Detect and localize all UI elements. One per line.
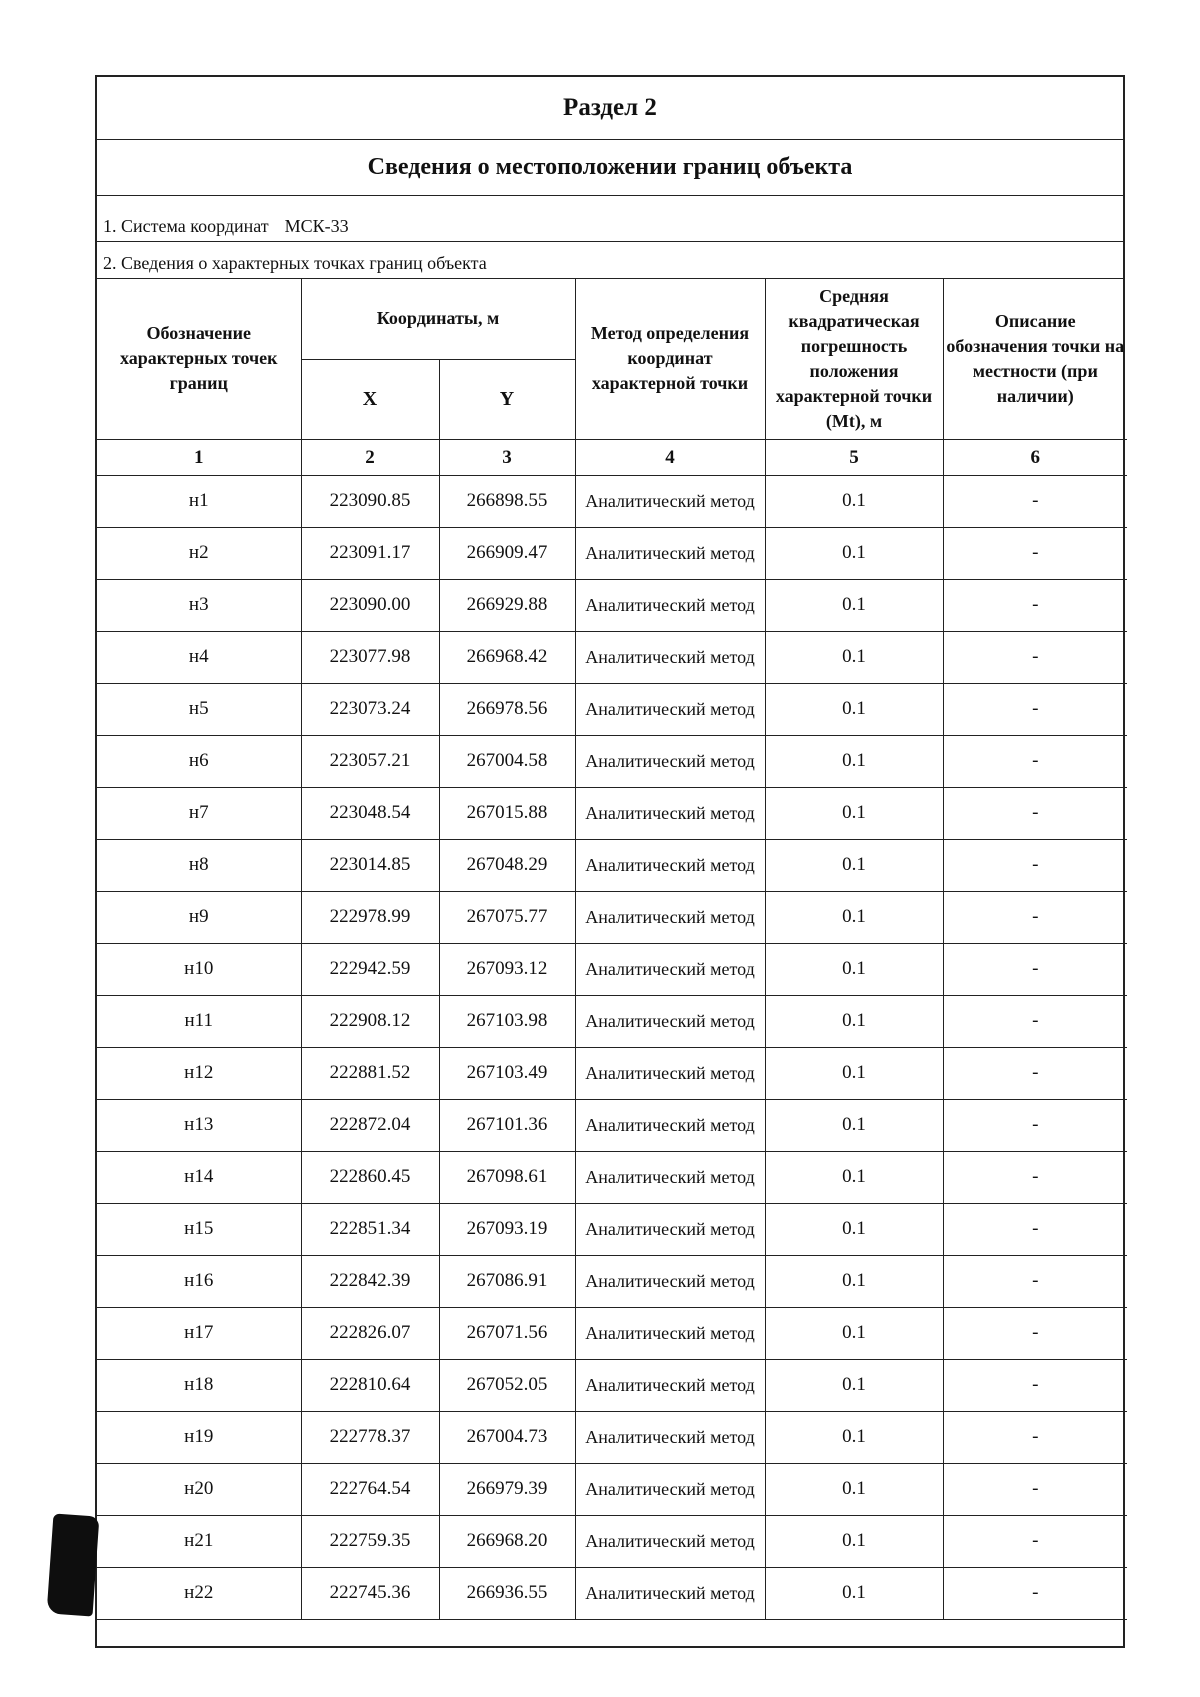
table-row <box>97 527 1127 579</box>
mt-error-cell: 0.1 <box>765 943 943 995</box>
column-numbers-row <box>97 439 1127 475</box>
y-coordinate-cell: 267004.73 <box>439 1411 575 1463</box>
y-coordinate-cell: 267048.29 <box>439 839 575 891</box>
table-row <box>97 1515 1127 1567</box>
mt-error-cell: 0.1 <box>765 1099 943 1151</box>
mt-error-cell: 0.1 <box>765 735 943 787</box>
column-number: 4 <box>575 439 765 475</box>
mt-error-cell: 0.1 <box>765 1515 943 1567</box>
point-name-cell: н3 <box>97 579 301 631</box>
mt-error-cell: 0.1 <box>765 1307 943 1359</box>
description-cell: - <box>943 631 1127 683</box>
header-error: Средняя квадратическая погрешность положения характерной точки (Mt), м <box>765 279 943 439</box>
x-coordinate-cell: 222881.52 <box>301 1047 439 1099</box>
table-row <box>97 891 1127 943</box>
mt-error-cell: 0.1 <box>765 1255 943 1307</box>
table-body <box>97 475 1127 1619</box>
description-cell: - <box>943 683 1127 735</box>
point-name-cell: н1 <box>97 475 301 527</box>
method-cell: Аналитический метод <box>575 1463 765 1515</box>
method-cell: Аналитический метод <box>575 1151 765 1203</box>
method-cell: Аналитический метод <box>575 1255 765 1307</box>
table-row <box>97 579 1127 631</box>
x-coordinate-cell: 222764.54 <box>301 1463 439 1515</box>
mt-error-cell: 0.1 <box>765 579 943 631</box>
description-cell: - <box>943 787 1127 839</box>
y-coordinate-cell: 267086.91 <box>439 1255 575 1307</box>
y-coordinate-cell: 266936.55 <box>439 1567 575 1619</box>
method-cell: Аналитический метод <box>575 787 765 839</box>
point-name-cell: н5 <box>97 683 301 735</box>
table-row <box>97 1307 1127 1359</box>
description-cell: - <box>943 1255 1127 1307</box>
mt-error-cell: 0.1 <box>765 475 943 527</box>
method-cell: Аналитический метод <box>575 995 765 1047</box>
x-coordinate-cell: 223090.00 <box>301 579 439 631</box>
y-coordinate-cell: 267052.05 <box>439 1359 575 1411</box>
method-cell: Аналитический метод <box>575 631 765 683</box>
description-cell: - <box>943 943 1127 995</box>
mt-error-cell: 0.1 <box>765 891 943 943</box>
y-coordinate-cell: 266978.56 <box>439 683 575 735</box>
description-cell: - <box>943 1411 1127 1463</box>
x-coordinate-cell: 223077.98 <box>301 631 439 683</box>
mt-error-cell: 0.1 <box>765 683 943 735</box>
header-method: Метод определения координат характерной точки <box>575 279 765 439</box>
coordinate-system-value: МСК-33 <box>284 216 349 236</box>
x-coordinate-cell: 222942.59 <box>301 943 439 995</box>
header-coordinates: Координаты, м <box>301 279 575 359</box>
x-coordinate-cell: 222810.64 <box>301 1359 439 1411</box>
description-cell: - <box>943 1567 1127 1619</box>
method-cell: Аналитический метод <box>575 475 765 527</box>
point-name-cell: н17 <box>97 1307 301 1359</box>
point-name-cell: н12 <box>97 1047 301 1099</box>
y-coordinate-cell: 267101.36 <box>439 1099 575 1151</box>
table-row <box>97 943 1127 995</box>
method-cell: Аналитический метод <box>575 1567 765 1619</box>
x-coordinate-cell: 223091.17 <box>301 527 439 579</box>
y-coordinate-cell: 266979.39 <box>439 1463 575 1515</box>
table-header <box>97 279 1127 475</box>
point-name-cell: н8 <box>97 839 301 891</box>
table-bottom-spacer <box>97 1620 1123 1646</box>
table-row <box>97 1203 1127 1255</box>
table-row <box>97 683 1127 735</box>
x-coordinate-cell: 222759.35 <box>301 1515 439 1567</box>
y-coordinate-cell: 267071.56 <box>439 1307 575 1359</box>
mt-error-cell: 0.1 <box>765 1359 943 1411</box>
method-cell: Аналитический метод <box>575 1515 765 1567</box>
x-coordinate-cell: 223057.21 <box>301 735 439 787</box>
description-cell: - <box>943 1151 1127 1203</box>
method-cell: Аналитический метод <box>575 1047 765 1099</box>
y-coordinate-cell: 267093.12 <box>439 943 575 995</box>
table-row <box>97 475 1127 527</box>
x-coordinate-cell: 222826.07 <box>301 1307 439 1359</box>
point-name-cell: н16 <box>97 1255 301 1307</box>
point-name-cell: н6 <box>97 735 301 787</box>
x-coordinate-cell: 222778.37 <box>301 1411 439 1463</box>
mt-error-cell: 0.1 <box>765 1567 943 1619</box>
table-row <box>97 1099 1127 1151</box>
column-number: 5 <box>765 439 943 475</box>
point-name-cell: н7 <box>97 787 301 839</box>
method-cell: Аналитический метод <box>575 735 765 787</box>
point-name-cell: н2 <box>97 527 301 579</box>
y-coordinate-cell: 266898.55 <box>439 475 575 527</box>
description-cell: - <box>943 891 1127 943</box>
mt-error-cell: 0.1 <box>765 1047 943 1099</box>
table-row <box>97 995 1127 1047</box>
y-coordinate-cell: 267015.88 <box>439 787 575 839</box>
method-cell: Аналитический метод <box>575 1307 765 1359</box>
document-sheet <box>95 75 1125 1648</box>
x-coordinate-cell: 222872.04 <box>301 1099 439 1151</box>
point-name-cell: н9 <box>97 891 301 943</box>
point-name-cell: н21 <box>97 1515 301 1567</box>
point-name-cell: н13 <box>97 1099 301 1151</box>
mt-error-cell: 0.1 <box>765 631 943 683</box>
method-cell: Аналитический метод <box>575 943 765 995</box>
point-name-cell: н15 <box>97 1203 301 1255</box>
mt-error-cell: 0.1 <box>765 1151 943 1203</box>
x-coordinate-cell: 222978.99 <box>301 891 439 943</box>
description-cell: - <box>943 1463 1127 1515</box>
coordinate-system-line <box>97 196 1123 242</box>
x-coordinate-cell: 223090.85 <box>301 475 439 527</box>
point-name-cell: н10 <box>97 943 301 995</box>
table-row <box>97 1359 1127 1411</box>
description-cell: - <box>943 1203 1127 1255</box>
y-coordinate-cell: 266909.47 <box>439 527 575 579</box>
method-cell: Аналитический метод <box>575 1099 765 1151</box>
table-row <box>97 1151 1127 1203</box>
description-cell: - <box>943 475 1127 527</box>
point-name-cell: н4 <box>97 631 301 683</box>
table-row <box>97 1567 1127 1619</box>
point-name-cell: н18 <box>97 1359 301 1411</box>
y-coordinate-cell: 267103.98 <box>439 995 575 1047</box>
y-coordinate-cell: 267103.49 <box>439 1047 575 1099</box>
method-cell: Аналитический метод <box>575 839 765 891</box>
coordinate-system-label: 1. Система координат <box>103 216 269 236</box>
description-cell: - <box>943 1099 1127 1151</box>
description-cell: - <box>943 995 1127 1047</box>
description-cell: - <box>943 579 1127 631</box>
mt-error-cell: 0.1 <box>765 839 943 891</box>
boundary-points-table <box>97 279 1127 1620</box>
column-number: 2 <box>301 439 439 475</box>
mt-error-cell: 0.1 <box>765 995 943 1047</box>
x-coordinate-cell: 223014.85 <box>301 839 439 891</box>
x-coordinate-cell: 222908.12 <box>301 995 439 1047</box>
description-cell: - <box>943 839 1127 891</box>
description-cell: - <box>943 735 1127 787</box>
mt-error-cell: 0.1 <box>765 787 943 839</box>
mt-error-cell: 0.1 <box>765 1463 943 1515</box>
description-cell: - <box>943 527 1127 579</box>
table-row <box>97 735 1127 787</box>
column-number: 1 <box>97 439 301 475</box>
method-cell: Аналитический метод <box>575 579 765 631</box>
x-coordinate-cell: 222851.34 <box>301 1203 439 1255</box>
point-name-cell: н20 <box>97 1463 301 1515</box>
table-row <box>97 1463 1127 1515</box>
table-row <box>97 1255 1127 1307</box>
x-coordinate-cell: 222860.45 <box>301 1151 439 1203</box>
table-row <box>97 631 1127 683</box>
description-cell: - <box>943 1359 1127 1411</box>
method-cell: Аналитический метод <box>575 1203 765 1255</box>
header-x: X <box>301 359 439 439</box>
method-cell: Аналитический метод <box>575 527 765 579</box>
point-name-cell: н19 <box>97 1411 301 1463</box>
header-y: Y <box>439 359 575 439</box>
description-cell: - <box>943 1515 1127 1567</box>
header-description: Описание обозначения точки на местности (при наличии) <box>943 279 1127 439</box>
method-cell: Аналитический метод <box>575 1359 765 1411</box>
header-designation: Обозначение характерных точек границ <box>97 279 301 439</box>
description-cell: - <box>943 1307 1127 1359</box>
table-row <box>97 1047 1127 1099</box>
scan-artifact-mark <box>47 1514 100 1617</box>
description-cell: - <box>943 1047 1127 1099</box>
point-name-cell: н22 <box>97 1567 301 1619</box>
y-coordinate-cell: 267093.19 <box>439 1203 575 1255</box>
mt-error-cell: 0.1 <box>765 1411 943 1463</box>
table-row <box>97 1411 1127 1463</box>
method-cell: Аналитический метод <box>575 891 765 943</box>
column-number: 6 <box>943 439 1127 475</box>
table-row <box>97 839 1127 891</box>
x-coordinate-cell: 223073.24 <box>301 683 439 735</box>
y-coordinate-cell: 266968.42 <box>439 631 575 683</box>
x-coordinate-cell: 222745.36 <box>301 1567 439 1619</box>
point-name-cell: н11 <box>97 995 301 1047</box>
point-name-cell: н14 <box>97 1151 301 1203</box>
y-coordinate-cell: 267004.58 <box>439 735 575 787</box>
column-number: 3 <box>439 439 575 475</box>
method-cell: Аналитический метод <box>575 1411 765 1463</box>
x-coordinate-cell: 223048.54 <box>301 787 439 839</box>
y-coordinate-cell: 267075.77 <box>439 891 575 943</box>
x-coordinate-cell: 222842.39 <box>301 1255 439 1307</box>
section-subtitle: Сведения о местоположении границ объекта <box>97 140 1123 196</box>
points-heading: 2. Сведения о характерных точках границ объекта <box>97 242 1123 279</box>
y-coordinate-cell: 266968.20 <box>439 1515 575 1567</box>
y-coordinate-cell: 267098.61 <box>439 1151 575 1203</box>
mt-error-cell: 0.1 <box>765 527 943 579</box>
method-cell: Аналитический метод <box>575 683 765 735</box>
section-title: Раздел 2 <box>97 77 1123 140</box>
y-coordinate-cell: 266929.88 <box>439 579 575 631</box>
mt-error-cell: 0.1 <box>765 1203 943 1255</box>
table-row <box>97 787 1127 839</box>
